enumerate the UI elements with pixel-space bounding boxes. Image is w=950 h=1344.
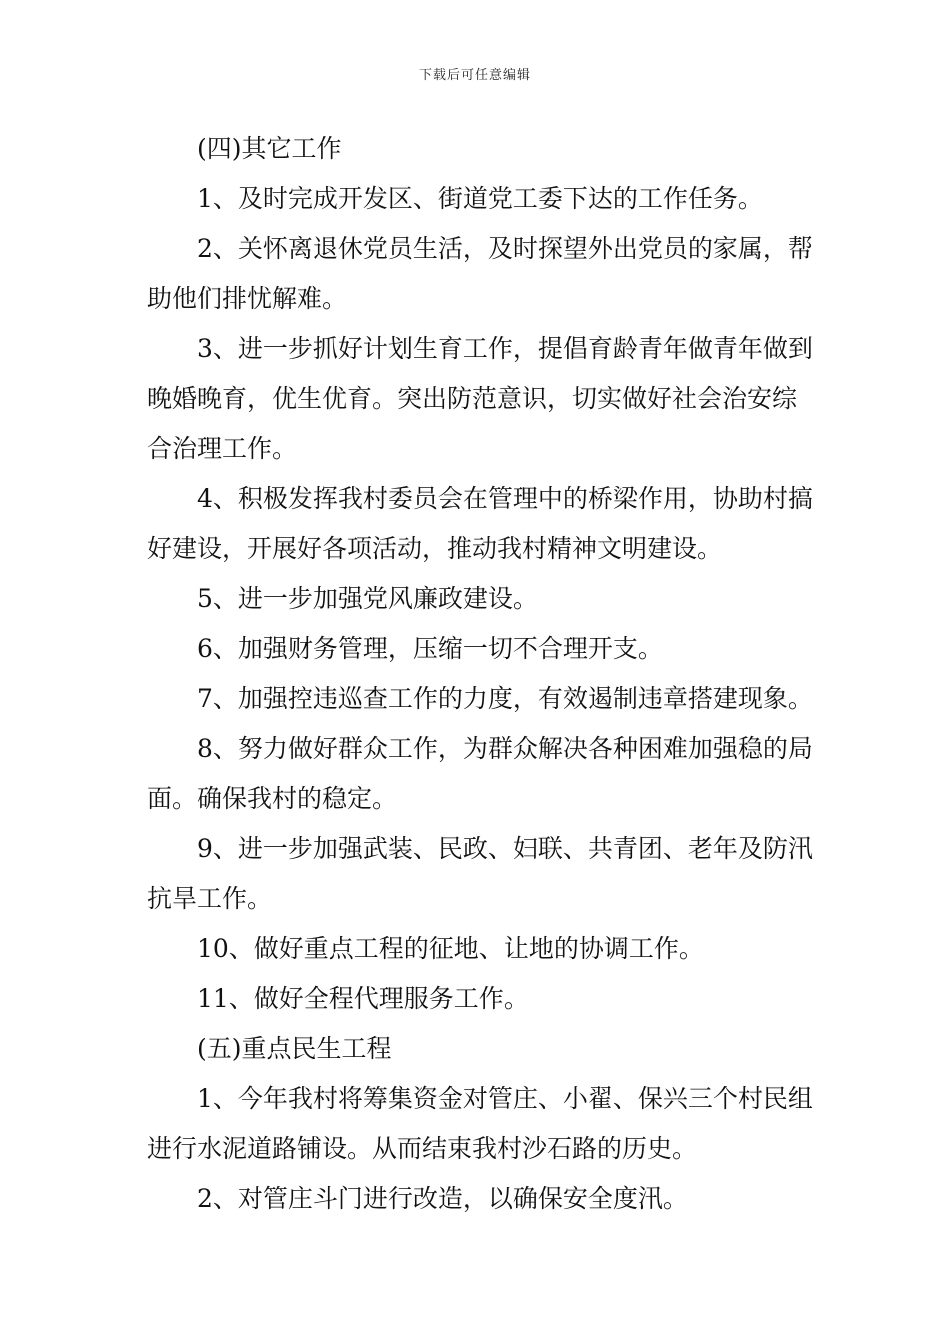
list-item: 9、进一步加强武装、民政、妇联、共青团、老年及防汛抗旱工作。 <box>147 834 813 913</box>
list-item: 1、今年我村将筹集资金对管庄、小翟、保兴三个村民组进行水泥道路铺设。从而结束我村沙石路的历史。 <box>147 1084 813 1163</box>
document-body <box>147 124 813 1224</box>
section-heading-other-work: (四)其它工作 <box>197 134 342 163</box>
section-heading-livelihood-projects: (五)重点民生工程 <box>197 1034 392 1063</box>
page-header-note: 下载后可任意编辑 <box>418 68 531 83</box>
list-item: 1、及时完成开发区、街道党工委下达的工作任务。 <box>197 184 763 213</box>
list-item: 6、加强财务管理，压缩一切不合理开支。 <box>197 634 663 663</box>
list-item: 2、关怀离退休党员生活，及时探望外出党员的家属，帮助他们排忧解难。 <box>147 234 813 313</box>
list-item: 2、对管庄斗门进行改造，以确保安全度汛。 <box>197 1184 688 1213</box>
list-item: 11、做好全程代理服务工作。 <box>197 984 529 1013</box>
list-item: 10、做好重点工程的征地、让地的协调工作。 <box>197 934 704 963</box>
list-item: 8、努力做好群众工作，为群众解决各种困难加强稳的局面。确保我村的稳定。 <box>147 734 813 813</box>
list-item: 4、积极发挥我村委员会在管理中的桥梁作用，协助村搞好建设，开展好各项活动，推动我村精神文明建设。 <box>147 484 813 563</box>
list-item: 7、加强控违巡查工作的力度，有效遏制违章搭建现象。 <box>197 684 813 713</box>
list-item: 3、进一步抓好计划生育工作，提倡育龄青年做青年做到晚婚晚育，优生优育。突出防范意识，切实做好社会治安综合治理工作。 <box>147 334 813 463</box>
list-item: 5、进一步加强党风廉政建设。 <box>197 584 538 613</box>
